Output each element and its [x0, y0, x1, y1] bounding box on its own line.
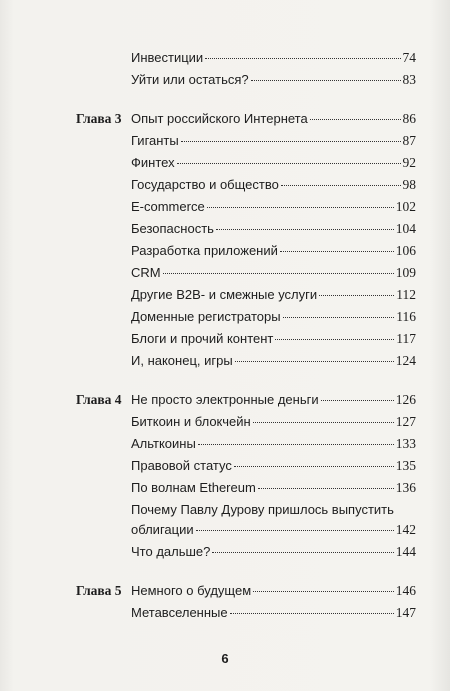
toc-entry-page: 116: [396, 309, 416, 324]
dot-leader: [196, 530, 394, 531]
dot-leader: [321, 400, 394, 401]
toc-entry-title: облигации: [131, 522, 194, 537]
toc-entry-title: Метавселенные: [131, 605, 228, 620]
toc-entry-page: 147: [395, 605, 416, 620]
toc-entry-title: Доменные регистраторы: [131, 309, 281, 324]
toc-entry-page: 104: [395, 221, 416, 236]
toc-entry-page: 86: [402, 111, 416, 126]
toc-entry-page: 135: [395, 458, 416, 473]
toc-entry: [131, 199, 416, 215]
toc-entry: [131, 50, 416, 66]
toc-entry-page: 98: [402, 177, 416, 192]
toc-entry: [131, 155, 416, 171]
dot-leader: [212, 552, 393, 553]
toc-entry-title: Государство и общество: [131, 177, 279, 192]
dot-leader: [198, 444, 394, 445]
page-number: 6: [221, 651, 229, 666]
toc-entry: [131, 221, 416, 237]
toc-entry: [131, 414, 416, 430]
toc-entry-title: Не просто электронные деньги: [131, 392, 319, 407]
toc-entry-page: 126: [395, 392, 416, 407]
toc-entry: [131, 458, 416, 474]
dot-leader: [163, 273, 394, 274]
toc-entry-title: Разработка приложений: [131, 243, 278, 258]
toc-entry-title: Альткоины: [131, 436, 196, 451]
toc-entry-page: 92: [402, 155, 416, 170]
dot-leader: [275, 339, 394, 340]
toc-entry: [131, 605, 416, 621]
toc-entry-title: E-commerce: [131, 199, 205, 214]
toc-entry-title: Гиганты: [131, 133, 179, 148]
toc-entry-title-line: Почему Павлу Дурову пришлось выпустить: [131, 502, 394, 517]
toc-entry: [131, 287, 416, 303]
toc-entry-page: 142: [395, 522, 416, 537]
toc-entry-page: 124: [395, 353, 416, 368]
dot-leader: [253, 591, 394, 592]
chapter-label: Глава 5: [76, 583, 122, 598]
dot-leader: [216, 229, 394, 230]
toc-entry-page: 117: [396, 331, 416, 346]
dot-leader: [283, 317, 395, 318]
toc-entry-title: Другие B2B- и смежные услуги: [131, 287, 318, 302]
dot-leader: [177, 163, 401, 164]
toc-entry-title: По волнам Ethereum: [131, 480, 256, 495]
toc-entry-page: 112: [396, 287, 416, 302]
toc-entry-title: Блоги и прочий контент: [131, 331, 274, 346]
dot-leader: [235, 361, 394, 362]
dot-leader: [319, 295, 394, 296]
toc-entry-title: Правовой статус: [131, 458, 232, 473]
toc-entry: [131, 309, 416, 325]
chapter-label: Глава 3: [76, 111, 122, 126]
toc-entry-page: 102: [395, 199, 416, 214]
dot-leader: [251, 80, 401, 81]
dot-leader: [234, 466, 394, 467]
toc-entry: [131, 480, 416, 496]
dot-leader: [310, 119, 401, 120]
dot-leader: [181, 141, 401, 142]
toc-entry: [131, 392, 416, 408]
toc-entry: [131, 265, 416, 281]
toc-entry-page: 74: [402, 50, 416, 65]
toc-entry: [131, 583, 416, 599]
toc-entry-page: 144: [395, 544, 416, 559]
dot-leader: [230, 613, 394, 614]
dot-leader: [280, 251, 394, 252]
toc-entry-title: Безопасность: [131, 221, 214, 236]
toc-entry-page: 136: [395, 480, 416, 495]
toc-entry-page: 87: [402, 133, 416, 148]
toc-entry-page: 146: [395, 583, 416, 598]
toc-entry: [131, 72, 416, 88]
toc-entry: [131, 522, 416, 538]
toc-entry-title: Инвестиции: [131, 50, 204, 65]
chapter-label: Глава 4: [76, 392, 122, 407]
toc-entry: [131, 133, 416, 149]
toc-entry-page: 106: [395, 243, 416, 258]
toc-entry-page: 133: [395, 436, 416, 451]
toc-entry-title: Финтех: [131, 155, 175, 170]
toc-entry: [131, 436, 416, 452]
toc-entry-title: Уйти или остаться?: [131, 72, 249, 87]
toc-entry-page: 127: [395, 414, 416, 429]
toc-entry: [131, 243, 416, 259]
toc-entry: [131, 177, 416, 193]
toc-entry-page: 109: [395, 265, 416, 280]
toc-entry-title: Что дальше?: [131, 544, 211, 559]
toc-entry: [131, 331, 416, 347]
toc-entry: [131, 353, 416, 369]
dot-leader: [205, 58, 400, 59]
dot-leader: [253, 422, 394, 423]
toc-entry-title: Опыт российского Интернета: [131, 111, 308, 126]
dot-leader: [207, 207, 394, 208]
toc-entry-title: Биткоин и блокчейн: [131, 414, 251, 429]
toc-entry-title: И, наконец, игры: [131, 353, 233, 368]
toc-entry-title: Немного о будущем: [131, 583, 252, 598]
toc-entry: [131, 544, 416, 560]
toc-entry-page: 83: [402, 72, 416, 87]
dot-leader: [258, 488, 394, 489]
toc-entry-title: CRM: [131, 265, 161, 280]
toc-entry: [131, 111, 416, 127]
dot-leader: [281, 185, 401, 186]
